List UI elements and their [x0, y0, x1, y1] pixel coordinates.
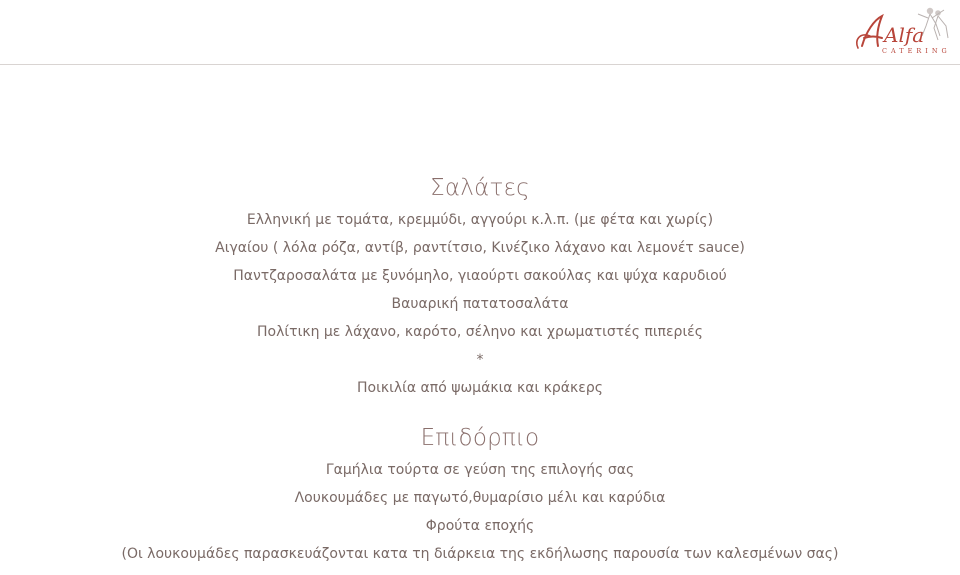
salad-item: Αιγαίου ( λόλα ρόζα, αντίβ, ραντίτσιο, Κινέζικο λάχανο και λεμονέτ sauce) — [215, 240, 745, 256]
dessert-item: Φρούτα εποχής — [425, 518, 535, 534]
dessert-section — [0, 420, 960, 568]
dessert-note: (Οι λουκουμάδες παρασκευάζονται κατα τη διάρκεια της εκδήλωσης παρουσία των καλεσμένων σας) — [121, 546, 839, 562]
logo-letter-a — [862, 16, 882, 46]
logo-subtext: CATERING — [882, 47, 951, 55]
dessert-item: Γαμήλια τούρτα σε γεύση της επιλογής σας — [325, 462, 635, 478]
separator-asterisk: * — [476, 352, 484, 368]
salad-item: Παντζαροσαλάτα με ξυνόμηλο, γιαούρτι σακούλας και ψύχα καρυδιού — [233, 268, 727, 284]
salad-item: Ελληνική με τομάτα, κρεμμύδι, αγγούρι κ.λ.π. (με φέτα και χωρίς) — [246, 212, 714, 228]
salad-item: Πολίτικη με λάχανο, καρότο, σέληνο και χρωματιστές πιπεριές — [257, 324, 703, 340]
dessert-title: Επιδόρπιο — [420, 425, 540, 451]
logo-text: Alfa — [884, 23, 925, 47]
logo-graphic — [852, 2, 952, 58]
header-divider — [0, 64, 960, 65]
salad-item: Ποικιλία από ψωμάκια και κράκερς — [357, 380, 603, 396]
dessert-item: Λουκουμάδες με παγωτό,θυμαρίσιο μέλι και καρύδια — [294, 490, 666, 506]
salads-section — [0, 170, 960, 402]
menu-content — [0, 170, 960, 568]
salad-item: Βαυαρική πατατοσαλάτα — [391, 296, 569, 312]
alfa-catering-logo[interactable] — [852, 2, 952, 58]
salads-title: Σαλάτες — [430, 175, 530, 201]
